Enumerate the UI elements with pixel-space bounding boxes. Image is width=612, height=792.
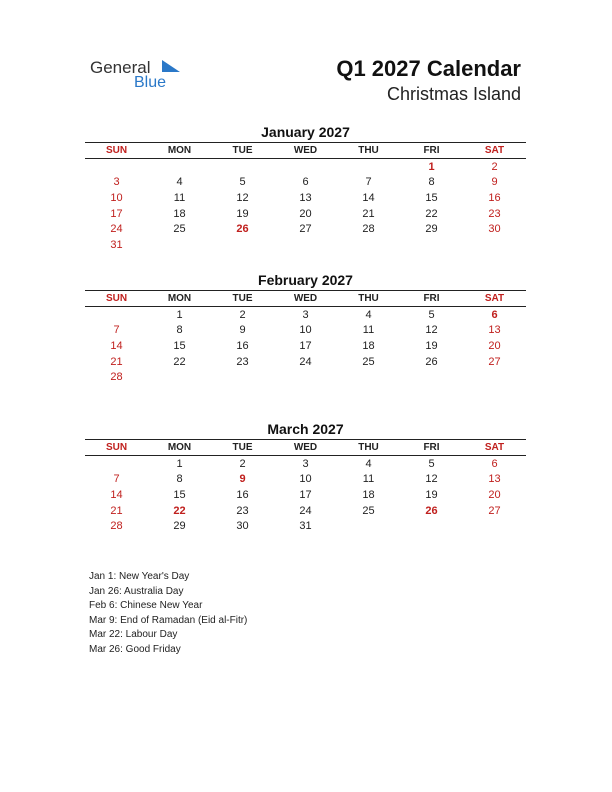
day-cell: 6 (491, 308, 498, 321)
week-row (85, 190, 526, 206)
weekday-label: SAT (484, 442, 505, 453)
day-cell: 4 (365, 308, 372, 321)
week-row (85, 354, 526, 370)
day-cell: 26 (425, 355, 438, 368)
day-cell: 13 (488, 324, 501, 337)
weekday-label: FRI (423, 442, 440, 453)
day-cell: 18 (362, 339, 375, 352)
day-cell: 17 (299, 488, 312, 501)
week-row (85, 221, 526, 237)
day-cell: 16 (236, 339, 249, 352)
day-cell: 17 (299, 339, 312, 352)
day-cell: 21 (110, 504, 123, 517)
week-row (85, 323, 526, 339)
day-cell: 20 (488, 488, 501, 501)
day-cell: 5 (428, 308, 435, 321)
day-cell: 25 (173, 223, 186, 236)
day-cell: 3 (302, 308, 309, 321)
day-cell: 9 (491, 176, 498, 189)
holiday-item: Mar 26: Good Friday (89, 643, 181, 655)
day-cell: 21 (362, 207, 375, 220)
logo-general-text: General (90, 58, 151, 77)
day-cell: 5 (428, 457, 435, 470)
weekday-header-row (85, 290, 526, 307)
month-february (85, 272, 526, 385)
logo-blue-text: Blue (134, 74, 167, 91)
month-january (85, 124, 526, 253)
day-cell: 27 (488, 355, 501, 368)
week-row (85, 472, 526, 488)
day-cell: 21 (110, 355, 123, 368)
day-cell: 27 (299, 223, 312, 236)
day-cell: 23 (488, 207, 501, 220)
day-cell: 23 (236, 504, 249, 517)
day-cell: 26 (236, 223, 249, 236)
day-cell: 30 (236, 520, 249, 533)
day-cell: 11 (173, 191, 186, 204)
day-cell: 28 (362, 223, 375, 236)
weekday-label: THU (358, 442, 379, 453)
day-cell: 17 (110, 207, 123, 220)
weekday-header-row (85, 439, 526, 456)
day-cell: 10 (299, 324, 312, 337)
weekday-label: WED (293, 145, 318, 156)
day-cell: 10 (299, 473, 312, 486)
day-cell: 3 (302, 457, 309, 470)
weekday-label: SUN (105, 293, 128, 304)
day-cell: 11 (362, 324, 375, 337)
day-cell: 6 (302, 176, 309, 189)
week-row (85, 237, 526, 253)
week-row (85, 503, 526, 519)
week-row (85, 175, 526, 191)
day-cell: 22 (173, 355, 186, 368)
day-cell: 23 (236, 355, 249, 368)
day-cell: 1 (176, 457, 183, 470)
day-cell: 2 (491, 160, 498, 173)
holiday-item: Mar 22: Labour Day (89, 629, 178, 640)
weekday-label: MON (167, 442, 192, 453)
day-cell: 19 (236, 207, 249, 220)
day-cell: 4 (176, 176, 183, 189)
day-cell: 11 (362, 473, 375, 486)
day-cell: 22 (425, 207, 438, 220)
day-cell: 14 (362, 191, 375, 204)
day-cell: 28 (110, 371, 123, 384)
day-cell: 24 (110, 223, 123, 236)
day-cell: 10 (110, 191, 123, 204)
day-cell: 12 (236, 191, 249, 204)
day-cell: 19 (425, 339, 438, 352)
day-cell: 1 (428, 160, 435, 173)
day-cell: 7 (113, 324, 120, 337)
day-cell: 7 (365, 176, 372, 189)
holiday-item: Jan 26: Australia Day (89, 585, 184, 597)
day-cell: 19 (425, 488, 438, 501)
day-cell: 4 (365, 457, 372, 470)
day-cell: 27 (488, 504, 501, 517)
month-name: February 2027 (258, 272, 353, 288)
weekday-label: TUE (232, 293, 253, 304)
weekday-label: TUE (232, 145, 253, 156)
day-cell: 15 (173, 339, 186, 352)
month-name: March 2027 (267, 421, 344, 437)
day-cell: 29 (425, 223, 438, 236)
day-cell: 1 (176, 308, 183, 321)
month-name: January 2027 (261, 124, 350, 140)
holiday-list (89, 570, 247, 657)
weekday-label: MON (167, 145, 192, 156)
weekday-label: MON (167, 293, 192, 304)
weekday-label: THU (358, 145, 379, 156)
day-cell: 14 (110, 488, 123, 501)
day-cell: 2 (239, 457, 246, 470)
day-cell: 2 (239, 308, 246, 321)
weekday-label: SAT (484, 293, 505, 304)
holiday-item: Mar 9: End of Ramadan (Eid al-Fitr) (89, 614, 248, 626)
week-row (85, 206, 526, 222)
month-march (85, 421, 526, 534)
logo-flag-icon (162, 60, 180, 72)
logo (90, 56, 200, 94)
week-row (85, 159, 526, 175)
day-cell: 8 (176, 324, 183, 337)
week-row (85, 487, 526, 503)
day-cell: 8 (176, 473, 183, 486)
weekday-label: FRI (423, 145, 440, 156)
page-title: Q1 2027 Calendar (336, 56, 521, 81)
week-row (85, 338, 526, 354)
weekday-label: SAT (484, 145, 505, 156)
day-cell: 24 (299, 504, 312, 517)
day-cell: 26 (425, 504, 438, 517)
day-cell: 5 (239, 176, 246, 189)
day-cell: 12 (425, 473, 438, 486)
weekday-header-row (85, 142, 526, 159)
day-cell: 31 (299, 520, 312, 533)
day-cell: 28 (110, 520, 123, 533)
day-cell: 18 (362, 488, 375, 501)
day-cell: 3 (113, 176, 120, 189)
week-row (85, 518, 526, 534)
weekday-label: THU (358, 293, 379, 304)
day-cell: 15 (173, 488, 186, 501)
day-cell: 25 (362, 504, 375, 517)
day-cell: 25 (362, 355, 375, 368)
day-cell: 9 (239, 324, 246, 337)
day-cell: 9 (239, 473, 246, 486)
day-cell: 13 (299, 191, 312, 204)
day-cell: 13 (488, 473, 501, 486)
day-cell: 16 (236, 488, 249, 501)
day-cell: 24 (299, 355, 312, 368)
page-subtitle: Christmas Island (386, 84, 521, 104)
week-row (85, 369, 526, 385)
holiday-item: Feb 6: Chinese New Year (89, 600, 203, 611)
day-cell: 22 (173, 504, 186, 517)
day-cell: 29 (173, 520, 186, 533)
day-cell: 31 (110, 238, 123, 251)
weekday-label: SUN (105, 145, 128, 156)
holiday-item: Jan 1: New Year's Day (89, 571, 190, 582)
day-cell: 18 (173, 207, 186, 220)
weekday-label: FRI (423, 293, 440, 304)
day-cell: 14 (110, 339, 123, 352)
week-row (85, 456, 526, 472)
day-cell: 15 (425, 191, 438, 204)
day-cell: 12 (425, 324, 438, 337)
weekday-label: WED (293, 442, 318, 453)
weekday-label: TUE (232, 442, 253, 453)
day-cell: 30 (488, 223, 501, 236)
day-cell: 16 (488, 191, 501, 204)
week-row (85, 307, 526, 323)
day-cell: 8 (428, 176, 435, 189)
day-cell: 20 (299, 207, 312, 220)
day-cell: 7 (113, 473, 120, 486)
weekday-label: SUN (105, 442, 128, 453)
day-cell: 20 (488, 339, 501, 352)
weekday-label: WED (293, 293, 318, 304)
day-cell: 6 (491, 457, 498, 470)
